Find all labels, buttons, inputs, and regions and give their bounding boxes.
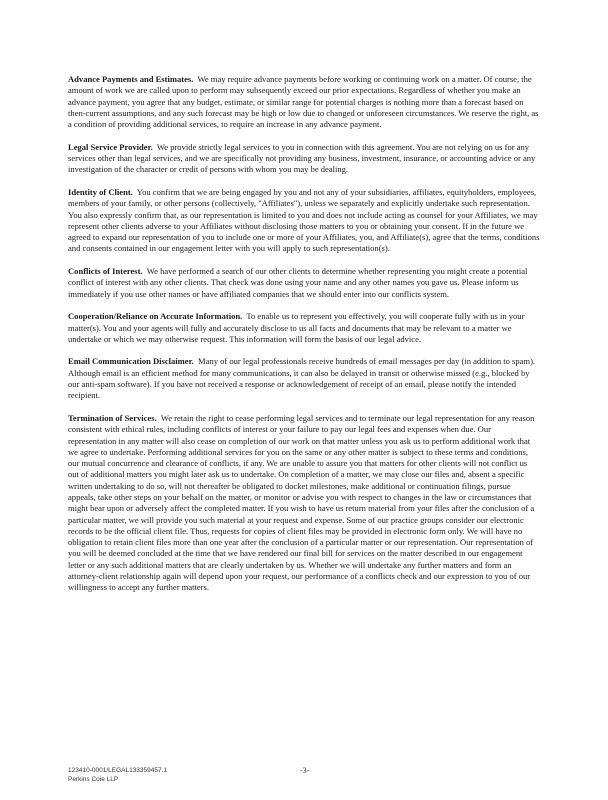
section-title: Termination of Services. [68, 412, 157, 423]
section-title: Identity of Client. [68, 186, 133, 197]
section-title: Email Communication Disclaimer. [68, 356, 194, 367]
section-title: Legal Service Provider. [68, 141, 153, 152]
footer-doc-info [68, 766, 167, 784]
section-body: To enable us to represent you effectively, you will cooperate fully with us in your matter(s). You and your agents will fully and accurately disclose to us all facts and documents that may be relevant to a matter we undertake or which we may otherwise request. This information will form the basis of our legal advice. [68, 311, 525, 344]
section-body: We have performed a search of our other clients to determine whether representing you might create a potential conflict of interest with any other clients. That check was done using your name and any other names you gave us. Please inform us immediately if you use other names or have affiliated companies that we should enter into our conflicts system. [68, 266, 528, 299]
section-body: We may require advance payments before working or continuing work on a matter. Of course, the amount of work we are called upon to perform may subsequently exceed our prior expectations. Regardless of whether you make an advance payment, you agree that any budget, estimate, or similar range for potential charges is nothing more than a forecast based on then-current assumptions, and any such forecast may be high or low due to changed or unforeseen circumstances. We reserve the right, as a condition of providing additional services, to require an increase in any advance payment. [68, 74, 539, 130]
section-body: We provide strictly legal services to you in connection with this agreement. You are not relying on us for any services other than legal services, and we are specifically not providing any business, investment, insurance, or accounting advice or any investigation of the character or credit of persons with whom you may be dealing. [68, 141, 536, 175]
page-number: -3- [300, 766, 310, 775]
section-title: Cooperation/Reliance on Accurate Information. [68, 311, 243, 322]
section-title: Advance Payments and Estimates. [68, 74, 194, 84]
footer-doc-id: 123410-0001/LEGAL133359457.1 [68, 767, 168, 774]
document-body [68, 74, 540, 605]
section-cooperation [68, 311, 540, 345]
section-body: We retain the right to cease performing legal services and to terminate our legal representation for any reason consistent with ethical rules, including conflicts of interest or your failure to pay our legal fees and expenses when due. Our representation in any matter will also cease on completion of our work on that matter unless you ask us to perform additional work that we agree to undertake. Performing additional services for you on the same or any other matter is subject to these terms and conditions, our mutual concurrence and clearance of conflicts, if any. We are unable to assure you that matters for other clients will not conflict us out of additional matters you might later ask us to undertake. On completion of a matter, we may close our files and, absent a specific written undertaking to do so, will not thereafter be obligated to docket milestones, make additional or continuation filings, pursue appeals, take other steps on your behalf on the matter, or monitor or advise you with respect to changes in the law or circumstances that might bear upon or adversely affect the completed matter. If you wish to have us return material from your files after the conclusion of a particular matter, we will provide you such material at your request and expense. Some of our practice groups consider our electronic records to be the official client file. Thus, requests for copies of client files may be provided in electronic form only. We will have no obligation to retain client files more than one year after the conclusion of a particular matter or our representation. Our representation of you will be deemed concluded at the time that we have rendered our final bill for services on the matter described in our engagement letter or any such additional matters that are clearly undertaken by us. Whether we will undertake any further matters and form an attorney-client relationship again will depend upon your request, our performance of a conflicts check and our expression to you of our willingness to accept any further matters. [68, 412, 535, 593]
section-email-disclaimer [68, 356, 540, 401]
section-legal-service-provider [68, 142, 540, 176]
section-conflicts-of-interest [68, 266, 540, 300]
section-body: You confirm that we are being engaged by you and not any of your subsidiaries, affiliates, equityholders, employees, members of your family, or other persons (collectively, "Affiliates"), unless we separately and explicitly undertake such representation. You also expressly confirm that, as our representation is limited to you and does not include acting as counsel for your Affiliates, we may represent other clients adverse to your Affiliates without disclosing those matters to you or obtaining your consent. If in the future we agreed to expand our representation of you to include one or more of your Affiliates, you, and Affiliate(s), agree that the terms, conditions and consents contained in our engagement letter with you will apply to such representation(s). [68, 186, 540, 254]
section-title: Conflicts of Interest. [68, 266, 143, 277]
section-body: Many of our legal professionals receive hundreds of email messages per day (in addition to spam). Although email is an efficient method for many communications, it can also be delayed in transit or otherwise missed (e.g., blocked by our anti-spam software). If you have not received a response or acknowledgement of receipt of an email, please notify the intended recipient. [68, 356, 536, 401]
section-advance-payments [68, 74, 540, 130]
footer-firm-name: Perkins Coie LLP [68, 776, 119, 783]
section-termination-of-services [68, 413, 540, 594]
section-identity-of-client [68, 187, 540, 255]
